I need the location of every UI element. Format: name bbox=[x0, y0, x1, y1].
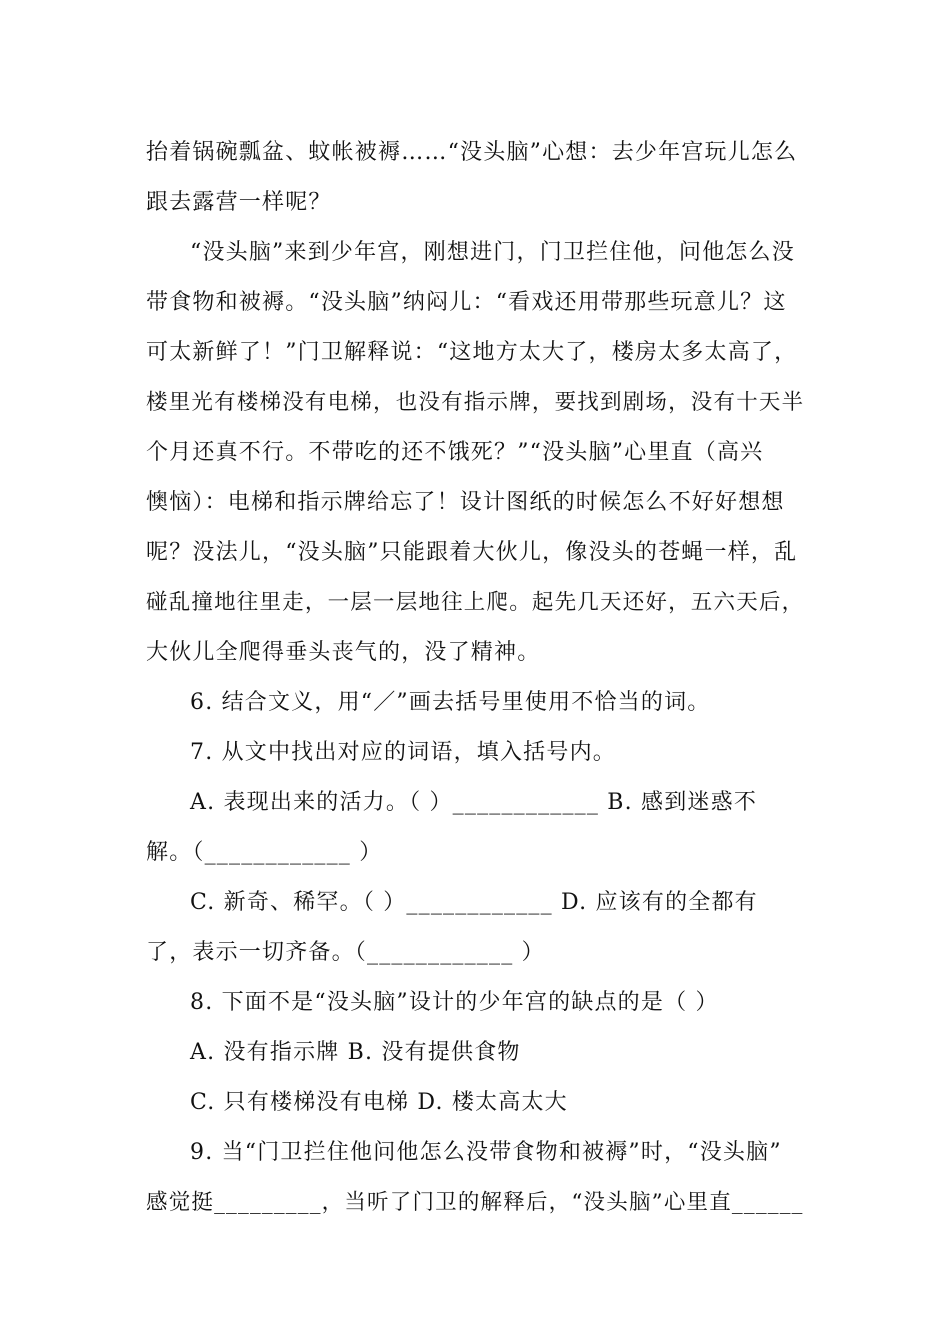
text-line: 抬着锅碗瓢盆、蚊帐被褥……“没头脑”心想：去少年宫玩儿怎么 bbox=[146, 140, 798, 165]
text-line: C. 新奇、稀罕。（ ）____________ D. 应该有的全都有 bbox=[190, 890, 758, 915]
text-line: A. 没有指示牌 B. 没有提供食物 bbox=[190, 1040, 521, 1065]
text-line: 解。（____________ ） bbox=[146, 840, 383, 865]
text-line: 感觉挺_________，当听了门卫的解释后，“没头脑”心里直______ bbox=[146, 1190, 804, 1215]
text-line: 个月还真不行。不带吃的还不饿死？”“没头脑”心里直（高兴 bbox=[146, 440, 764, 465]
text-line: 楼里光有楼梯没有电梯，也没有指示牌，要找到剧场，没有十天半 bbox=[146, 390, 805, 415]
text-line: 碰乱撞地往里走，一层一层地往上爬。起先几天还好，五六天后， bbox=[146, 590, 805, 615]
text-line: 6. 结合文义，用“／”画去括号里使用不恰当的词。 bbox=[190, 690, 711, 715]
text-line: 可太新鲜了！”门卫解释说：“这地方太大了，楼房太多太高了， bbox=[146, 340, 798, 365]
text-line: A. 表现出来的活力。（ ）____________ B. 感到迷惑不 bbox=[190, 790, 758, 815]
text-line: 7. 从文中找出对应的词语，填入括号内。 bbox=[190, 740, 616, 765]
text-line: 懊恼）：电梯和指示牌给忘了！设计图纸的时候怎么不好好想想 bbox=[146, 490, 785, 515]
text-line: 了，表示一切齐备。（____________ ） bbox=[146, 940, 545, 965]
text-line: 9. 当“门卫拦住他问他怎么没带食物和被褥”时，“没头脑” bbox=[190, 1140, 782, 1165]
text-line: C. 只有楼梯没有电梯 D. 楼太高太大 bbox=[190, 1090, 568, 1115]
document-page bbox=[146, 128, 806, 1228]
text-line: “没头脑”来到少年宫，刚想进门，门卫拦住他，问他怎么没 bbox=[190, 240, 795, 265]
text-line: 带食物和被褥。“没头脑”纳闷儿：“看戏还用带那些玩意儿？这 bbox=[146, 290, 787, 315]
text-line: 呢？没法儿，“没头脑”只能跟着大伙儿，像没头的苍蝇一样，乱 bbox=[146, 540, 798, 565]
text-line: 跟去露营一样呢？ bbox=[146, 190, 332, 215]
text-line: 8. 下面不是“没头脑”设计的少年宫的缺点的是（ ） bbox=[190, 990, 719, 1015]
text-line: 大伙儿全爬得垂头丧气的，没了精神。 bbox=[146, 640, 541, 665]
